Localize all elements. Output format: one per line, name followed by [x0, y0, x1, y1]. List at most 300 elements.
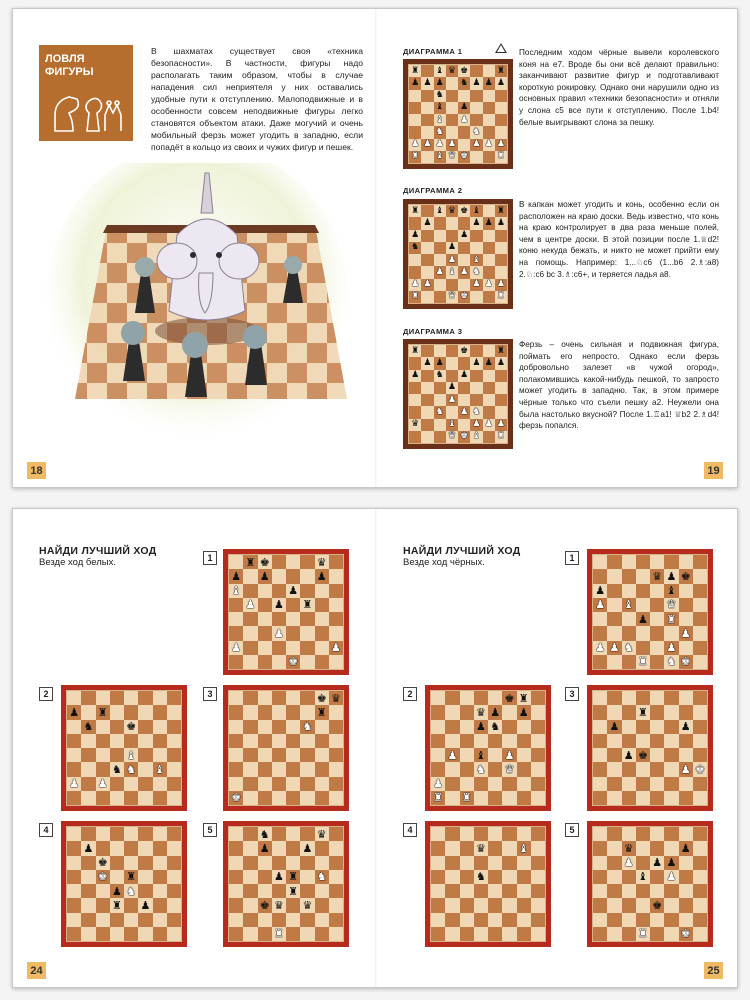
board-square[interactable] [243, 705, 257, 719]
board-square[interactable] [483, 217, 495, 229]
board-square[interactable] [679, 569, 693, 583]
black-king-icon[interactable]: ♚ [652, 898, 663, 912]
board-square[interactable] [679, 841, 693, 855]
board-square[interactable] [153, 898, 167, 912]
board-square[interactable] [458, 291, 470, 303]
board-square[interactable] [458, 382, 470, 394]
board-square[interactable] [650, 841, 664, 855]
board-square[interactable] [483, 65, 495, 77]
board-square[interactable] [329, 555, 343, 569]
board-square[interactable] [67, 748, 81, 762]
board-square[interactable] [286, 555, 300, 569]
board-square[interactable] [679, 827, 693, 841]
board-square[interactable] [607, 884, 621, 898]
board-square[interactable] [502, 841, 516, 855]
board-square[interactable] [229, 626, 243, 640]
black-queen-icon[interactable]: ♛ [623, 841, 634, 855]
board-square[interactable] [300, 555, 314, 569]
board-square[interactable] [315, 705, 329, 719]
black-rook-icon[interactable]: ♜ [637, 705, 648, 719]
board-square[interactable] [243, 827, 257, 841]
board-square[interactable] [622, 884, 636, 898]
board-square[interactable] [329, 791, 343, 805]
board-square[interactable] [502, 884, 516, 898]
board-square[interactable] [474, 691, 488, 705]
board-square[interactable] [607, 626, 621, 640]
white-pawn-icon[interactable]: ♟ [472, 279, 481, 290]
board-square[interactable] [664, 734, 678, 748]
black-pawn-icon[interactable]: ♟ [666, 569, 677, 583]
white-pawn-icon[interactable]: ♟ [423, 139, 432, 150]
board-square[interactable] [124, 841, 138, 855]
board-square[interactable] [315, 691, 329, 705]
black-pawn-icon[interactable]: ♟ [460, 370, 469, 381]
board-square[interactable] [483, 102, 495, 114]
board-square[interactable] [470, 65, 482, 77]
board-square[interactable] [495, 114, 507, 126]
black-king-icon[interactable]: ♚ [680, 569, 691, 583]
board-square[interactable] [607, 762, 621, 776]
board-square[interactable] [483, 419, 495, 431]
white-pawn-icon[interactable]: ♟ [435, 139, 444, 150]
board-square[interactable] [243, 691, 257, 705]
board-square[interactable] [517, 762, 531, 776]
board-square[interactable] [446, 77, 458, 89]
black-bishop-icon[interactable]: ♝ [435, 102, 444, 113]
board-square[interactable] [460, 762, 474, 776]
black-bishop-icon[interactable]: ♝ [472, 205, 481, 216]
board-square[interactable] [446, 217, 458, 229]
board-square[interactable] [286, 748, 300, 762]
board-square[interactable] [693, 612, 707, 626]
board-square[interactable] [96, 841, 110, 855]
white-king-icon[interactable]: ♚ [694, 762, 705, 776]
board-square[interactable] [286, 655, 300, 669]
black-queen-icon[interactable]: ♛ [316, 827, 327, 841]
board-square[interactable] [531, 913, 545, 927]
board-square[interactable] [138, 841, 152, 855]
board-square[interactable] [124, 762, 138, 776]
board-square[interactable] [446, 139, 458, 151]
black-queen-icon[interactable]: ♛ [302, 898, 313, 912]
board-square[interactable] [517, 898, 531, 912]
board-square[interactable] [434, 357, 446, 369]
board-square[interactable] [300, 870, 314, 884]
board-square[interactable] [483, 266, 495, 278]
board-square[interactable] [258, 827, 272, 841]
board-square[interactable] [329, 856, 343, 870]
white-pawn-icon[interactable]: ♟ [472, 139, 481, 150]
board-square[interactable] [502, 777, 516, 791]
board-square[interactable] [495, 139, 507, 151]
board-square[interactable] [258, 748, 272, 762]
board-square[interactable] [329, 655, 343, 669]
board-square[interactable] [483, 114, 495, 126]
board-square[interactable] [470, 114, 482, 126]
board-square[interactable] [593, 748, 607, 762]
board-square[interactable] [531, 856, 545, 870]
board-square[interactable] [679, 777, 693, 791]
board-square[interactable] [329, 913, 343, 927]
board-square[interactable] [300, 569, 314, 583]
white-pawn-icon[interactable]: ♟ [484, 419, 493, 430]
board-square[interactable] [458, 217, 470, 229]
board-square[interactable] [446, 370, 458, 382]
board-square[interactable] [286, 720, 300, 734]
white-knight-icon[interactable]: ♞ [435, 406, 444, 417]
board-square[interactable] [167, 720, 181, 734]
board-square[interactable] [153, 748, 167, 762]
white-rook-icon[interactable]: ♜ [637, 927, 648, 941]
board-square[interactable] [258, 927, 272, 941]
board-square[interactable] [517, 734, 531, 748]
board-square[interactable] [229, 777, 243, 791]
board-square[interactable] [483, 205, 495, 217]
board-square[interactable] [124, 748, 138, 762]
board-square[interactable] [664, 927, 678, 941]
board-square[interactable] [67, 884, 81, 898]
board-square[interactable] [153, 884, 167, 898]
board-square[interactable] [409, 345, 421, 357]
black-rook-icon[interactable]: ♜ [496, 65, 505, 76]
board-square[interactable] [138, 734, 152, 748]
board-square[interactable] [258, 598, 272, 612]
board-square[interactable] [460, 691, 474, 705]
board-square[interactable] [229, 584, 243, 598]
black-rook-icon[interactable]: ♜ [97, 705, 108, 719]
board-square[interactable] [693, 777, 707, 791]
black-pawn-icon[interactable]: ♟ [472, 357, 481, 368]
board-square[interactable] [300, 598, 314, 612]
board-square[interactable] [495, 357, 507, 369]
board-square[interactable] [329, 898, 343, 912]
board-square[interactable] [607, 655, 621, 669]
board-square[interactable] [300, 777, 314, 791]
white-knight-icon[interactable]: ♞ [472, 266, 481, 277]
board-square[interactable] [517, 870, 531, 884]
board-square[interactable] [693, 841, 707, 855]
white-knight-icon[interactable]: ♞ [126, 762, 137, 776]
board-square[interactable] [421, 217, 433, 229]
white-king-icon[interactable]: ♚ [97, 870, 108, 884]
board-square[interactable] [460, 856, 474, 870]
board-square[interactable] [488, 927, 502, 941]
board-square[interactable] [445, 856, 459, 870]
board-square[interactable] [421, 65, 433, 77]
board-square[interactable] [434, 151, 446, 163]
board-square[interactable] [243, 584, 257, 598]
black-bishop-icon[interactable]: ♝ [435, 205, 444, 216]
white-queen-icon[interactable]: ♛ [447, 431, 456, 442]
white-pawn-icon[interactable]: ♟ [623, 856, 634, 870]
board-square[interactable] [258, 884, 272, 898]
board-square[interactable] [650, 791, 664, 805]
board-square[interactable] [470, 266, 482, 278]
white-pawn-icon[interactable]: ♟ [447, 254, 456, 265]
board-square[interactable] [483, 394, 495, 406]
board-square[interactable] [258, 641, 272, 655]
board-square[interactable] [460, 841, 474, 855]
board-square[interactable] [421, 419, 433, 431]
board-square[interactable] [483, 242, 495, 254]
white-bishop-icon[interactable]: ♝ [447, 266, 456, 277]
board-square[interactable] [664, 691, 678, 705]
board-square[interactable] [636, 898, 650, 912]
board-square[interactable] [650, 641, 664, 655]
board-square[interactable] [664, 720, 678, 734]
white-pawn-icon[interactable]: ♟ [97, 777, 108, 791]
puzzle-board-right-1[interactable] [587, 549, 713, 675]
board-square[interactable] [650, 884, 664, 898]
board-square[interactable] [460, 913, 474, 927]
board-square[interactable] [693, 691, 707, 705]
board-square[interactable] [96, 762, 110, 776]
black-pawn-icon[interactable]: ♟ [680, 720, 691, 734]
board-square[interactable] [96, 913, 110, 927]
board-square[interactable] [421, 345, 433, 357]
white-bishop-icon[interactable]: ♝ [447, 419, 456, 430]
board-square[interactable] [434, 77, 446, 89]
board-square[interactable] [167, 762, 181, 776]
board-square[interactable] [110, 691, 124, 705]
board-square[interactable] [693, 827, 707, 841]
board-square[interactable] [258, 555, 272, 569]
board-square[interactable] [81, 913, 95, 927]
board-square[interactable] [229, 913, 243, 927]
board-square[interactable] [470, 291, 482, 303]
board-square[interactable] [460, 884, 474, 898]
board-square[interactable] [67, 827, 81, 841]
board-square[interactable] [679, 641, 693, 655]
board-square[interactable] [329, 827, 343, 841]
board-square[interactable] [329, 777, 343, 791]
black-pawn-icon[interactable]: ♟ [411, 77, 420, 88]
board-square[interactable] [502, 870, 516, 884]
board-square[interactable] [446, 242, 458, 254]
board-square[interactable] [421, 266, 433, 278]
board-square[interactable] [607, 827, 621, 841]
board-square[interactable] [434, 279, 446, 291]
board-square[interactable] [458, 419, 470, 431]
board-square[interactable] [81, 870, 95, 884]
board-square[interactable] [517, 720, 531, 734]
white-pawn-icon[interactable]: ♟ [411, 139, 420, 150]
board-square[interactable] [229, 705, 243, 719]
white-knight-icon[interactable]: ♞ [666, 655, 677, 669]
board-square[interactable] [243, 856, 257, 870]
black-rook-icon[interactable]: ♜ [111, 898, 122, 912]
board-square[interactable] [258, 691, 272, 705]
board-square[interactable] [67, 856, 81, 870]
board-square[interactable] [272, 841, 286, 855]
white-pawn-icon[interactable]: ♟ [245, 598, 256, 612]
black-knight-icon[interactable]: ♞ [411, 242, 420, 253]
board-square[interactable] [272, 555, 286, 569]
board-square[interactable] [138, 777, 152, 791]
board-square[interactable] [167, 870, 181, 884]
board-square[interactable] [488, 827, 502, 841]
board-square[interactable] [693, 762, 707, 776]
board-square[interactable] [664, 870, 678, 884]
white-bishop-icon[interactable]: ♝ [623, 598, 634, 612]
board-square[interactable] [138, 691, 152, 705]
board-square[interactable] [458, 406, 470, 418]
board-square[interactable] [272, 691, 286, 705]
white-knight-icon[interactable]: ♞ [472, 126, 481, 137]
board-square[interactable] [67, 691, 81, 705]
board-square[interactable] [153, 777, 167, 791]
black-king-icon[interactable]: ♚ [259, 555, 270, 569]
black-pawn-icon[interactable]: ♟ [496, 357, 505, 368]
white-pawn-icon[interactable]: ♟ [472, 419, 481, 430]
board-square[interactable] [664, 827, 678, 841]
board-square[interactable] [446, 126, 458, 138]
board-square[interactable] [474, 734, 488, 748]
board-square[interactable] [445, 762, 459, 776]
board-square[interactable] [693, 734, 707, 748]
board-square[interactable] [679, 612, 693, 626]
board-square[interactable] [664, 856, 678, 870]
white-rook-icon[interactable]: ♜ [411, 291, 420, 302]
board-square[interactable] [286, 598, 300, 612]
board-square[interactable] [300, 841, 314, 855]
board-square[interactable] [458, 394, 470, 406]
board-square[interactable] [622, 748, 636, 762]
black-pawn-icon[interactable]: ♟ [435, 77, 444, 88]
black-knight-icon[interactable]: ♞ [490, 720, 501, 734]
board-square[interactable] [650, 748, 664, 762]
board-square[interactable] [229, 827, 243, 841]
board-square[interactable] [593, 691, 607, 705]
board-square[interactable] [693, 598, 707, 612]
board-square[interactable] [607, 856, 621, 870]
board-square[interactable] [636, 927, 650, 941]
board-square[interactable] [636, 598, 650, 612]
board-square[interactable] [124, 734, 138, 748]
board-square[interactable] [470, 139, 482, 151]
board-square[interactable] [315, 913, 329, 927]
board-square[interactable] [622, 641, 636, 655]
board-square[interactable] [446, 431, 458, 443]
board-square[interactable] [96, 748, 110, 762]
board-square[interactable] [409, 230, 421, 242]
white-bishop-icon[interactable]: ♝ [126, 748, 137, 762]
board-square[interactable] [460, 705, 474, 719]
board-square[interactable] [593, 762, 607, 776]
board-square[interactable] [458, 279, 470, 291]
white-pawn-icon[interactable]: ♟ [460, 406, 469, 417]
board-square[interactable] [243, 791, 257, 805]
board-square[interactable] [593, 612, 607, 626]
board-square[interactable] [243, 913, 257, 927]
board-square[interactable] [272, 913, 286, 927]
black-bishop-icon[interactable]: ♝ [475, 748, 486, 762]
black-pawn-icon[interactable]: ♟ [423, 357, 432, 368]
board-square[interactable] [229, 884, 243, 898]
board-square[interactable] [409, 126, 421, 138]
board-square[interactable] [531, 870, 545, 884]
board-square[interactable] [495, 242, 507, 254]
board-square[interactable] [434, 90, 446, 102]
black-rook-icon[interactable]: ♜ [411, 65, 420, 76]
board-square[interactable] [286, 705, 300, 719]
board-square[interactable] [531, 898, 545, 912]
board-square[interactable] [495, 230, 507, 242]
board-square[interactable] [300, 734, 314, 748]
board-square[interactable] [81, 927, 95, 941]
black-queen-icon[interactable]: ♛ [273, 898, 284, 912]
black-knight-icon[interactable]: ♞ [111, 762, 122, 776]
board-square[interactable] [593, 569, 607, 583]
white-knight-icon[interactable]: ♞ [475, 762, 486, 776]
board-square[interactable] [679, 626, 693, 640]
board-square[interactable] [470, 102, 482, 114]
board-square[interactable] [679, 927, 693, 941]
board-square[interactable] [593, 913, 607, 927]
board-square[interactable] [96, 827, 110, 841]
board-square[interactable] [272, 626, 286, 640]
board-square[interactable] [434, 254, 446, 266]
board-square[interactable] [421, 357, 433, 369]
board-square[interactable] [421, 90, 433, 102]
board-square[interactable] [446, 205, 458, 217]
board-square[interactable] [96, 720, 110, 734]
board-square[interactable] [693, 641, 707, 655]
board-square[interactable] [495, 65, 507, 77]
board-square[interactable] [636, 569, 650, 583]
board-square[interactable] [409, 139, 421, 151]
white-pawn-icon[interactable]: ♟ [595, 641, 606, 655]
board-square[interactable] [622, 791, 636, 805]
board-square[interactable] [421, 382, 433, 394]
board-square[interactable] [483, 431, 495, 443]
board-square[interactable] [96, 691, 110, 705]
board-square[interactable] [446, 357, 458, 369]
white-pawn-icon[interactable]: ♟ [484, 139, 493, 150]
black-rook-icon[interactable]: ♜ [302, 598, 313, 612]
board-square[interactable] [431, 898, 445, 912]
board-square[interactable] [153, 705, 167, 719]
board-square[interactable] [421, 242, 433, 254]
board-square[interactable] [593, 705, 607, 719]
white-rook-icon[interactable]: ♜ [496, 291, 505, 302]
board-square[interactable] [431, 762, 445, 776]
board-square[interactable] [531, 827, 545, 841]
board-square[interactable] [474, 777, 488, 791]
board-square[interactable] [409, 77, 421, 89]
black-pawn-icon[interactable]: ♟ [273, 598, 284, 612]
board-square[interactable] [664, 884, 678, 898]
board-square[interactable] [153, 691, 167, 705]
board-square[interactable] [300, 898, 314, 912]
black-bishop-icon[interactable]: ♝ [435, 65, 444, 76]
board-square[interactable] [272, 734, 286, 748]
white-queen-icon[interactable]: ♛ [447, 151, 456, 162]
board-square[interactable] [421, 151, 433, 163]
board-square[interactable] [458, 102, 470, 114]
board-square[interactable] [81, 791, 95, 805]
board-square[interactable] [243, 720, 257, 734]
white-queen-icon[interactable]: ♛ [504, 762, 515, 776]
board-square[interactable] [138, 884, 152, 898]
board-square[interactable] [458, 242, 470, 254]
board-square[interactable] [153, 791, 167, 805]
board-square[interactable] [488, 856, 502, 870]
board-square[interactable] [622, 841, 636, 855]
black-rook-icon[interactable]: ♜ [288, 884, 299, 898]
board-square[interactable] [502, 927, 516, 941]
board-square[interactable] [622, 927, 636, 941]
